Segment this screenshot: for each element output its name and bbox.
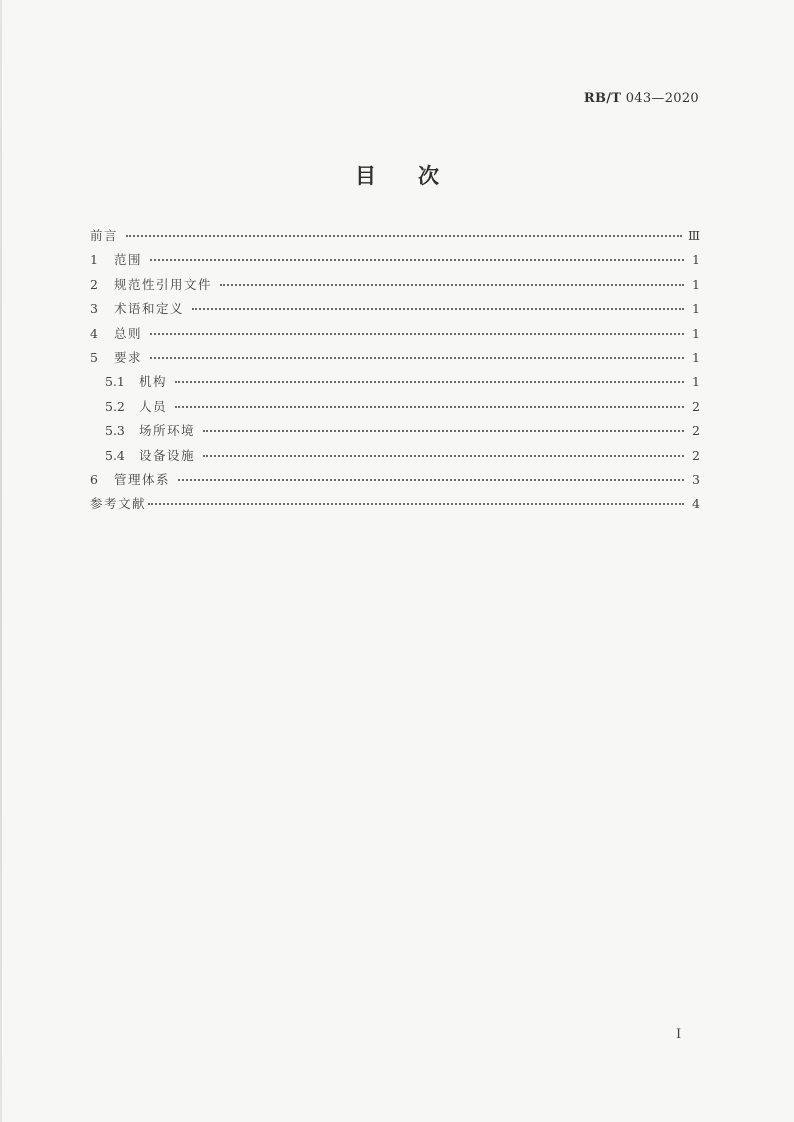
toc-entry-page: 1 [692,349,700,365]
toc-entry-number: 5.4 [105,447,125,463]
toc-entry-title: 要求 [114,349,143,365]
toc-entry-title: 机构 [139,374,168,390]
toc-entry[interactable] [90,397,700,421]
toc-entry-page: 1 [692,276,700,292]
toc-entry-title: 总则 [114,325,143,341]
toc-entry-page: 1 [692,301,700,317]
toc-entry-title: 场所环境 [139,423,196,439]
toc-entry-number: 1 [90,252,98,268]
toc-leader-dots [148,503,684,505]
toc-entry-page: 2 [692,423,700,439]
toc-entry-number: 3 [90,301,98,317]
toc-entry-number: 6 [90,471,98,487]
page-number: I [676,1027,682,1042]
toc-entry[interactable] [90,372,700,396]
toc-entry-title: 范围 [114,252,143,268]
toc-leader-dots [192,308,684,310]
toc-leader-dots [150,357,684,359]
toc-entry-page: 4 [692,496,700,512]
toc-entry-number: 5.2 [105,398,125,414]
toc-entry-page: 2 [692,447,700,463]
toc-entry-page: 3 [692,471,700,487]
page-title: 目次 [355,164,481,188]
toc-entry[interactable] [90,494,700,518]
toc-entry-title: 术语和定义 [114,301,185,317]
toc-leader-dots [203,455,684,457]
document-code-number: 043—2020 [621,91,699,106]
toc-entry[interactable] [90,324,700,348]
toc-entry[interactable] [90,470,700,494]
toc-leader-dots [178,479,684,481]
toc-entry[interactable] [90,275,700,299]
toc-entry-number: 5.3 [105,423,125,439]
toc-entry-page: Ⅲ [687,228,700,243]
toc-entry-number: 4 [90,325,98,341]
toc-entry-title: 参考文献 [90,496,147,512]
toc-leader-dots [175,406,684,408]
toc-entry-title: 规范性引用文件 [114,276,213,292]
document-code-prefix: RB/T [583,91,622,106]
toc-entry-title: 人员 [139,398,168,414]
toc-leader-dots [126,235,682,237]
toc-entry[interactable] [90,348,700,372]
toc-entry-page: 1 [692,325,700,341]
toc-entry-page: 1 [692,252,700,268]
toc-leader-dots [220,284,684,286]
toc-entry[interactable] [90,226,700,250]
toc-leader-dots [175,381,684,383]
toc-entry[interactable] [90,446,700,470]
toc-entry[interactable] [90,299,700,323]
toc-entry-title: 管理体系 [114,471,171,487]
document-code [584,91,699,106]
toc-leader-dots [150,333,684,335]
toc-entry-page: 2 [692,398,700,414]
toc-entry-title: 设备设施 [139,447,196,463]
toc-entry-number: 5 [90,349,98,365]
toc-leader-dots [150,259,684,261]
toc-leader-dots [203,430,684,432]
toc-entry[interactable] [90,421,700,445]
toc-entry[interactable] [90,250,700,274]
toc-entry-number: 2 [90,276,98,292]
table-of-contents [90,226,700,519]
toc-entry-number: 5.1 [105,374,125,390]
toc-entry-title: 前言 [90,228,119,243]
toc-entry-page: 1 [692,374,700,390]
